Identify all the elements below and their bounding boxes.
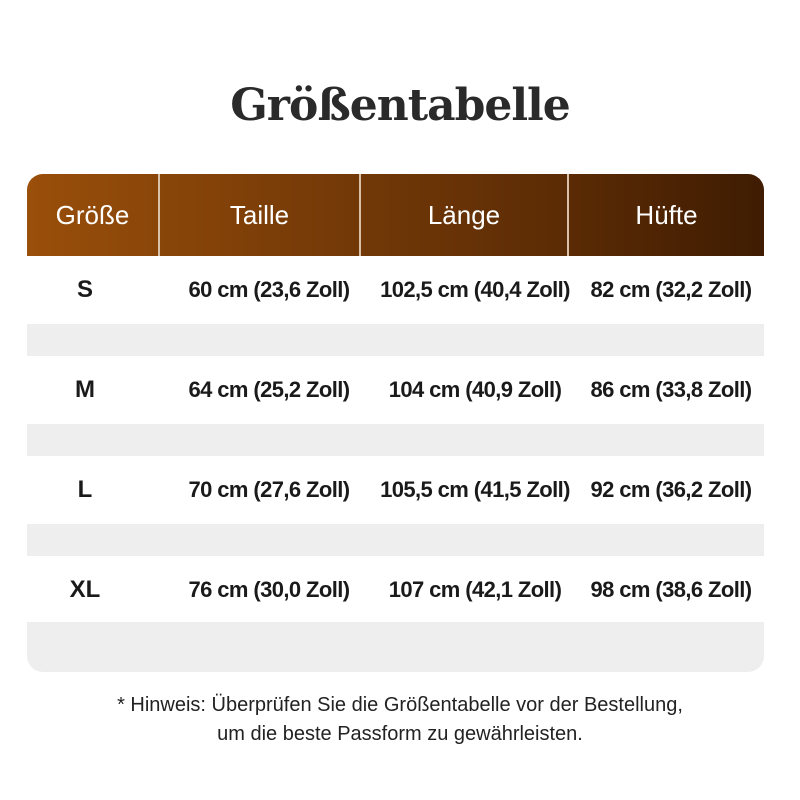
row-separator	[27, 622, 764, 672]
table-row	[27, 256, 764, 324]
size-cell: S	[76, 276, 93, 303]
waist-cell: 60 cm (23,6 Zoll)	[188, 277, 350, 302]
size-cell: M	[75, 376, 95, 403]
size-cell: L	[77, 476, 93, 503]
row-separator	[27, 524, 764, 556]
waist-cell: 70 cm (27,6 Zoll)	[188, 477, 350, 502]
table-header	[27, 174, 764, 256]
note-line-1: * Hinweis: Überprüfen Sie die Größentabelle vor der Bestellung,	[117, 694, 683, 716]
table-row	[27, 356, 764, 424]
page-title: Größentabelle	[230, 80, 570, 131]
length-cell: 105,5 cm (41,5 Zoll)	[380, 477, 570, 502]
hip-cell: 82 cm (32,2 Zoll)	[590, 277, 752, 302]
note-line-2: um die beste Passform zu gewährleisten.	[217, 723, 583, 745]
header-waist: Taille	[229, 200, 290, 230]
size-table	[27, 174, 764, 672]
hip-cell: 98 cm (38,6 Zoll)	[590, 577, 752, 602]
header-length: Länge	[427, 200, 501, 230]
length-cell: 104 cm (40,9 Zoll)	[388, 377, 562, 402]
length-cell: 102,5 cm (40,4 Zoll)	[380, 277, 570, 302]
hip-cell: 92 cm (36,2 Zoll)	[590, 477, 752, 502]
header-size: Größe	[55, 200, 130, 230]
length-cell: 107 cm (42,1 Zoll)	[388, 577, 562, 602]
table-row	[27, 556, 764, 624]
header-hip: Hüfte	[635, 200, 698, 230]
waist-cell: 76 cm (30,0 Zoll)	[188, 577, 350, 602]
row-separator	[27, 424, 764, 456]
table-row	[27, 456, 764, 524]
row-separator	[27, 324, 764, 356]
hip-cell: 86 cm (33,8 Zoll)	[590, 377, 752, 402]
waist-cell: 64 cm (25,2 Zoll)	[188, 377, 350, 402]
size-cell: XL	[69, 576, 101, 603]
